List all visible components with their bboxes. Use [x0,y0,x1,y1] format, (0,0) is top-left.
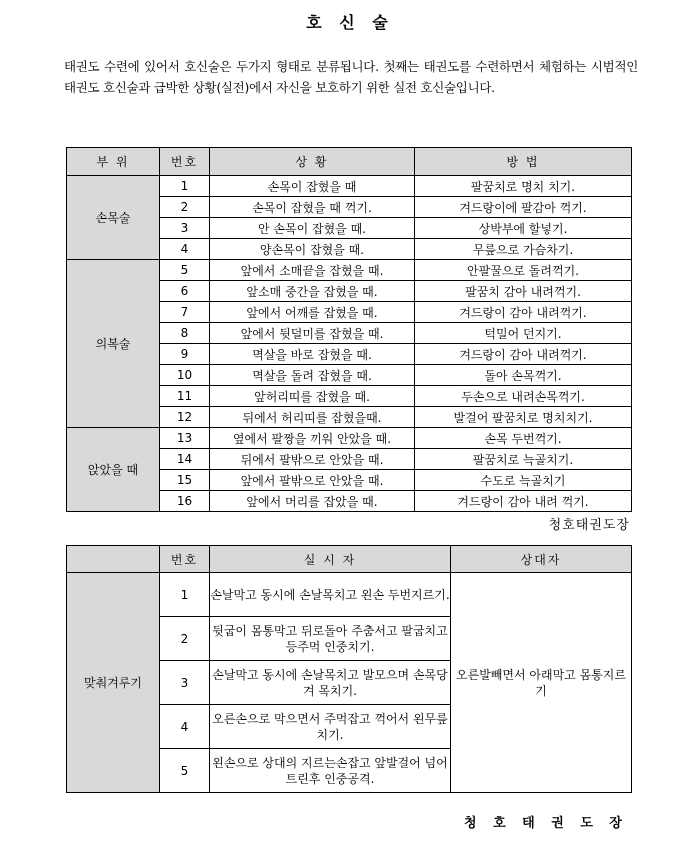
row-number: 5 [160,260,210,281]
row-method: 팔꿈치 감아 내려꺽기. [415,281,632,302]
row-number: 15 [160,470,210,491]
dojang-signature-footer: 청 호 태 권 도 장 [464,816,628,831]
row-situation: 앞에서 팔밖으로 안았을 때. [210,470,415,491]
row-number: 4 [160,705,210,749]
table-row [67,260,632,281]
row-situation: 옆에서 팔짱을 끼워 안았을 때. [210,428,415,449]
row-number: 8 [160,323,210,344]
group-wrist: 손목술 [67,176,160,260]
row-method: 턱밀어 던지기. [415,323,632,344]
row-method: 상박부에 할넣기. [415,218,632,239]
header-part: 부 위 [67,148,160,176]
row-method: 발걸어 팔꿈치로 명치치기. [415,407,632,428]
dojang-signature: 청호태권도장 [548,518,630,533]
intro-paragraph: 태권도 수련에 있어서 호신술은 두가지 형태로 분류됩니다. 첫째는 태권도를 수련하면서 체험하는 시범적인 태권도 호신술과 급박한 상황(실전)에서 자신을 보호하기 위한 실전 호신술입니다. [64,59,638,95]
row-number: 5 [160,749,210,793]
header-situation: 상 황 [210,148,415,176]
row-method: 겨드랑이 감아 내려꺽기. [415,344,632,365]
header-performer: 실 시 자 [210,546,451,573]
row-number: 13 [160,428,210,449]
document-title: 호 신 술 [306,13,394,32]
row-number: 3 [160,661,210,705]
row-method: 겨드랑이에 팔감아 꺽기. [415,197,632,218]
row-situation: 뒤에서 팔밖으로 안았을 때. [210,449,415,470]
row-number: 3 [160,218,210,239]
row-method: 팔꿈치로 명치 치기. [415,176,632,197]
table-row [67,573,632,617]
group-seated: 앉았을 때 [67,428,160,512]
row-method: 무릎으로 가슴차기. [415,239,632,260]
row-number: 12 [160,407,210,428]
group-sparring: 맞춰겨루기 [67,573,160,793]
row-performer: 뒷굽이 몸통막고 뒤로돌아 주춤서고 팔굽치고 등주먹 인중치기. [210,617,451,661]
row-number: 14 [160,449,210,470]
group-clothing: 의복술 [67,260,160,428]
row-situation: 앞에서 소매끝을 잡혔을 때. [210,260,415,281]
header-method: 방 법 [415,148,632,176]
row-number: 1 [160,573,210,617]
row-method: 두손으로 내려손목꺽기. [415,386,632,407]
row-method: 팔꿈치로 늑골치기. [415,449,632,470]
row-method: 수도로 늑골치기 [415,470,632,491]
row-situation: 앞소매 중간을 잡혔을 때. [210,281,415,302]
row-number: 11 [160,386,210,407]
row-situation: 멱살을 바로 잡혔을 때. [210,344,415,365]
header-number: 번호 [160,148,210,176]
row-situation: 손목이 잡혔을 때 꺽기. [210,197,415,218]
row-situation: 앞허리띠를 잡혔을 때. [210,386,415,407]
sparring-table [66,545,632,793]
row-performer: 오른손으로 막으면서 주먹잡고 꺽어서 왼무릎치기. [210,705,451,749]
row-performer: 손날막고 동시에 손날목치고 왼손 두번지르기. [210,573,451,617]
row-situation: 앞에서 뒷덜미를 잡혔을 때. [210,323,415,344]
row-number: 6 [160,281,210,302]
header-number: 번호 [160,546,210,573]
row-number: 1 [160,176,210,197]
row-situation: 양손목이 잡혔을 때. [210,239,415,260]
row-method: 돌아 손목꺽기. [415,365,632,386]
row-situation: 안 손목이 잡혔을 때. [210,218,415,239]
row-performer: 왼손으로 상대의 지르는손잡고 앞발걸어 넘어트린후 인중공격. [210,749,451,793]
row-number: 10 [160,365,210,386]
row-situation: 뒤에서 허리띠를 잡혔을때. [210,407,415,428]
row-number: 7 [160,302,210,323]
row-situation: 앞에서 어깨를 잡혔을 때. [210,302,415,323]
row-situation: 손목이 잡혔을 때 [210,176,415,197]
row-method: 겨드랑이 감아 내려꺽기. [415,302,632,323]
row-method: 손목 두번꺽기. [415,428,632,449]
row-method: 안팔꿀으로 돌려꺽기. [415,260,632,281]
self-defense-table [66,147,632,512]
header-opponent: 상대자 [451,546,632,573]
row-number: 2 [160,197,210,218]
row-method: 겨드랑이 감아 내려 꺽기. [415,491,632,512]
row-situation: 멱살을 돌려 잡혔을 때. [210,365,415,386]
opponent-action: 오른발빼면서 아래막고 몸통지르기 [451,573,632,793]
row-number: 4 [160,239,210,260]
header-blank [67,546,160,573]
table-row [67,176,632,197]
table-row [67,428,632,449]
row-number: 2 [160,617,210,661]
row-performer: 손날막고 동시에 손날목치고 발모으며 손목당겨 목치기. [210,661,451,705]
row-number: 16 [160,491,210,512]
row-situation: 앞에서 머리를 잡았을 때. [210,491,415,512]
row-number: 9 [160,344,210,365]
